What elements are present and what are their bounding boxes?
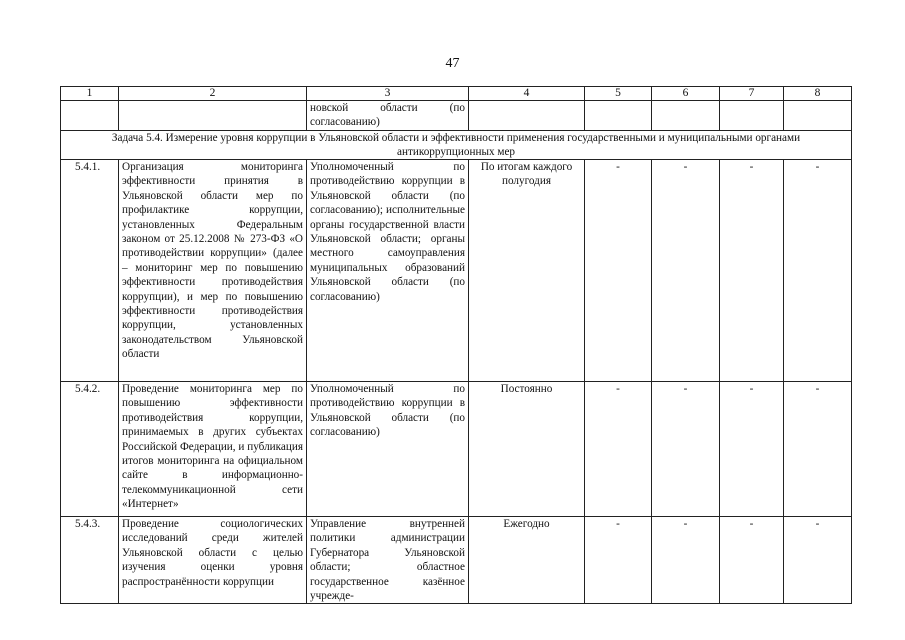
row-number: 5.4.1.	[61, 160, 119, 382]
col6-cell: -	[652, 517, 720, 604]
continuation-row	[61, 101, 852, 131]
executor-cell: Управление внутренней политики администрации Губернатора Ульяновской области; областное государственное казённое учрежде-	[307, 517, 469, 604]
measure-cell: Проведение мониторинга мер по повышению эффективности противодействия коррупции, принимаемых в других субъектах Российской Федерации, и публикация итогов мониторинга на официальном сайте в информационно-телекоммуникационной сети «Интернет»	[119, 382, 307, 517]
row-number: 5.4.3.	[61, 517, 119, 604]
table-row	[61, 160, 852, 382]
column-header-2: 2	[119, 87, 307, 101]
col5-cell: -	[585, 160, 652, 382]
column-header-5: 5	[585, 87, 652, 101]
table-row	[61, 382, 852, 517]
col7-cell: -	[720, 160, 784, 382]
row-number: 5.4.2.	[61, 382, 119, 517]
task-heading-row	[61, 131, 852, 160]
col5-cell: -	[585, 382, 652, 517]
continuation-executor: новской области (по согласованию)	[307, 101, 469, 131]
measure-cell: Проведение социологических исследований среди жителей Ульяновской области с целью изучения оценки уровня распространённости коррупции	[119, 517, 307, 604]
column-header-7: 7	[720, 87, 784, 101]
executor-cell: Уполномоченный по противодействию коррупции в Ульяновской области (по согласованию); исполнительные органы государственной власти Ульяновской области; органы местного самоуправления муниципальных образований Ульяновской области (по согласованию)	[307, 160, 469, 382]
table-row	[61, 517, 852, 604]
column-header-6: 6	[652, 87, 720, 101]
col6-cell: -	[652, 160, 720, 382]
col6-cell: -	[652, 382, 720, 517]
col8-cell: -	[784, 160, 852, 382]
col8-cell: -	[784, 517, 852, 604]
column-header-4: 4	[469, 87, 585, 101]
col5-cell: -	[585, 517, 652, 604]
col8-cell: -	[784, 382, 852, 517]
term-cell: Постоянно	[469, 382, 585, 517]
measures-table	[60, 86, 852, 604]
term-cell: Ежегодно	[469, 517, 585, 604]
task-heading: Задача 5.4. Измерение уровня коррупции в Ульяновской области и эффективности применения государственными и муниципальными органами антикоррупционных мер	[61, 131, 852, 160]
column-header-8: 8	[784, 87, 852, 101]
col7-cell: -	[720, 382, 784, 517]
term-cell: По итогам каждого полугодия	[469, 160, 585, 382]
col7-cell: -	[720, 517, 784, 604]
measure-cell: Организация мониторинга эффективности принятия в Ульяновской области мер по профилактике коррупции, установленных Федеральным законом от 25.12.2008 № 273-ФЗ «О противодействии коррупции» (далее – мониторинг мер по повышению эффективности противодействия коррупции), и мер по повышению эффективности противодействия коррупции, установленных законодательством Ульяновской области	[119, 160, 307, 382]
executor-cell: Уполномоченный по противодействию коррупции в Ульяновской области (по согласованию)	[307, 382, 469, 517]
column-header-3: 3	[307, 87, 469, 101]
header-row	[61, 87, 852, 101]
column-header-1: 1	[61, 87, 119, 101]
page-number: 47	[445, 56, 460, 71]
